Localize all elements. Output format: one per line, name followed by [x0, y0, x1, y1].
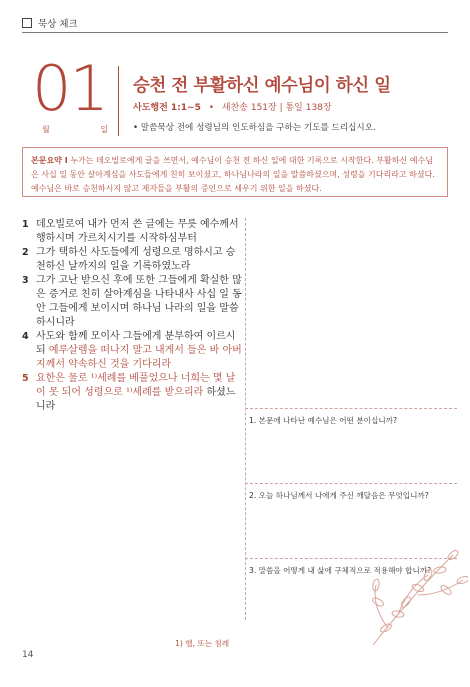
- question-1: 1. 본문에 나타난 예수님은 어떤 분이십니까?: [249, 416, 398, 425]
- scripture-reference: 사도행전 1:1~5: [133, 103, 201, 113]
- verse-text-plain: 하셨느니라: [36, 387, 236, 412]
- verse-number: 5: [22, 373, 29, 384]
- header-divider: [22, 32, 448, 33]
- month-label: 월: [42, 125, 50, 134]
- section-label: 묵상 체크: [38, 19, 78, 30]
- page-number: 14: [22, 650, 34, 660]
- verse: [22, 372, 242, 414]
- verse-text-plain: 사도와 함께 모이사 그들에게 분부하여 이르시되: [36, 331, 236, 356]
- date-fields: [42, 124, 108, 135]
- footnote: 1) 헬, 또는 침례: [175, 639, 230, 648]
- question-3: 3. 말씀을 어떻게 내 삶에 구체적으로 적용해야 합니까?: [249, 566, 432, 575]
- leaf-branch-icon: [358, 540, 468, 650]
- hymn-reference: 새찬송 151장 | 통일 138장: [221, 103, 332, 113]
- verse-text: [36, 372, 242, 414]
- prayer-guide: • 말씀묵상 전에 성령님의 인도하심을 구하는 기도를 드리십시오.: [133, 123, 376, 133]
- verse-text: 그가 택하신 사도들에게 성령으로 명하시고 승천하신 날까지의 일을 기록하였노라: [36, 247, 236, 272]
- verse-text-highlight: 예루살렘을 떠나지 말고 내게서 들은 바 아버지께서 약속하신 것을 기다리라: [36, 345, 242, 370]
- day-number: 01: [32, 52, 107, 125]
- verse: [22, 246, 242, 274]
- section-header: [22, 16, 78, 30]
- verse-number: 1: [22, 219, 29, 230]
- page-title: 승천 전 부활하신 예수님이 하신 일: [133, 76, 391, 96]
- verse-text: [36, 330, 242, 372]
- verse-number: 3: [22, 275, 29, 286]
- day-divider: [118, 66, 119, 136]
- verse: [22, 330, 242, 372]
- reference-row: [133, 100, 332, 113]
- day-label: 일: [100, 125, 108, 134]
- question-divider: [245, 483, 457, 484]
- summary-box: [22, 147, 448, 197]
- verse-text-highlight: 요한은 물로 ¹⁾세례를 베풀었으나 너희는 몇 날이 못 되어 성령으로 ¹⁾세례를 받으리라: [36, 373, 236, 398]
- verse: [22, 274, 242, 330]
- verse-text: 데오빌로여 내가 먼저 쓴 글에는 무릇 예수께서 행하시며 가르치시기를 시작하심부터: [36, 219, 239, 244]
- summary-text: 누가는 데오빌로에게 글을 쓰면서, 예수님이 승천 전 하신 일에 대한 기록으로 시작한다. 부활하신 예수님은 사십 일 동안 살아계심을 사도들에게 친히 보이셨고, 하나님나라의 일을 말씀하셨으며, 성령을 기다리라고 하셨다. 예수님은 바로 승천하시지 않고 제자들을 부활의 증인으로 세우기 위한 일을 하셨다.: [31, 156, 435, 193]
- bullet-separator: •: [208, 103, 215, 113]
- checkbox-icon[interactable]: [22, 18, 32, 28]
- verse: [22, 218, 242, 246]
- verse-text: 그가 고난 받으신 후에 또한 그들에게 확실한 많은 증거로 친히 살아계심을 나타내사 사십 일 동안 그들에게 보이시며 하나님 나라의 일을 말씀하시니라: [36, 275, 242, 328]
- summary-tag: 본문요약 I: [31, 156, 68, 165]
- scripture-passage: [22, 218, 242, 414]
- verse-number: 2: [22, 247, 29, 258]
- question-2: 2. 오늘 하나님께서 나에게 주신 깨달음은 무엇입니까?: [249, 491, 429, 500]
- verse-number: 4: [22, 331, 29, 342]
- question-divider: [245, 408, 457, 409]
